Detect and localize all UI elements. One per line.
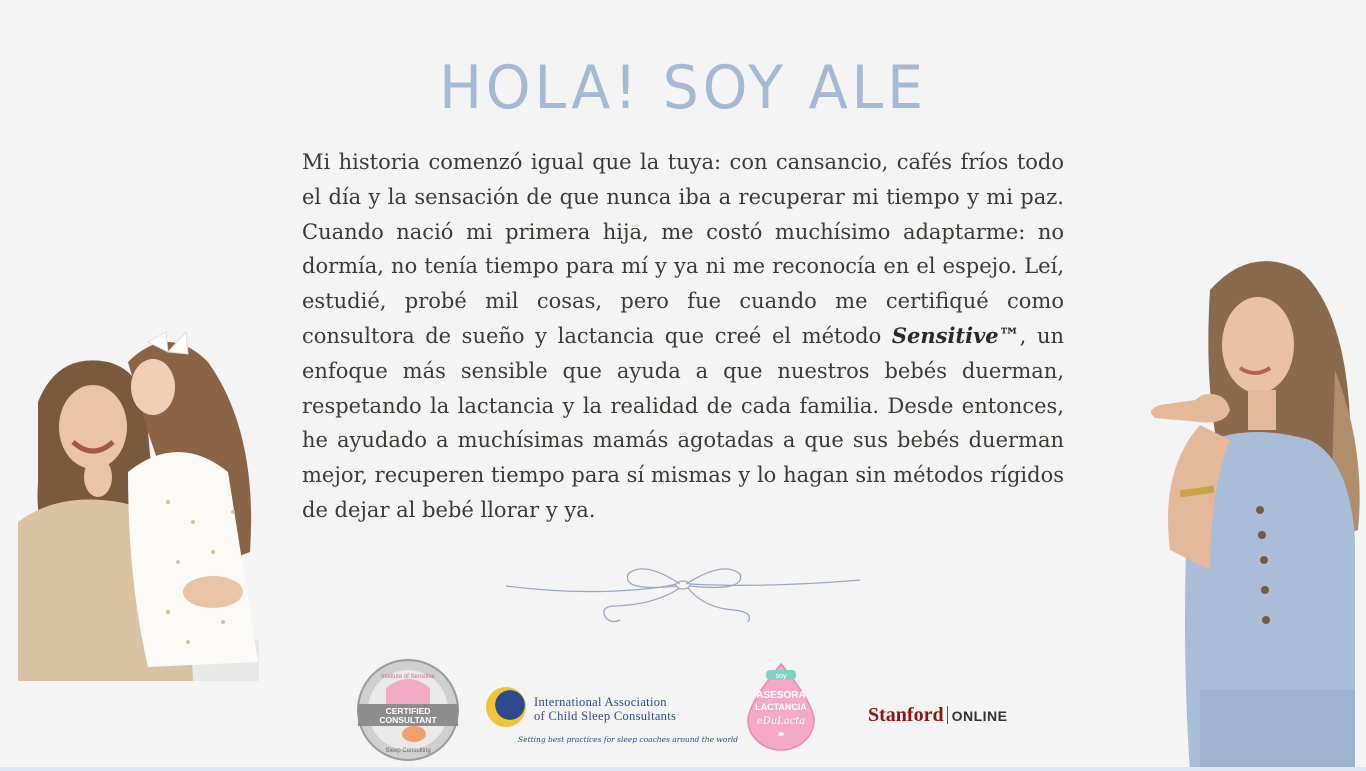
stanford-online-logo (868, 704, 1018, 734)
stanford-name: Stanford (868, 704, 944, 726)
page-title: HOLA! SOY ALE (439, 53, 927, 123)
asesora-line1: ASESORA (756, 690, 806, 701)
badge-top-text: Institute of Sensitive (381, 674, 435, 680)
iacsc-line2: of Child Sleep Consultants (534, 709, 677, 723)
ale-pointing-photo (1140, 250, 1366, 771)
badge-main-line1: CERTIFIED (385, 706, 431, 716)
iacsc-line1: International Association (534, 695, 667, 709)
ribbon-bow-decoration (504, 560, 862, 630)
story-text-before: Mi historia comenzó igual que la tuya: con cansancio, cafés fríos todo el día y la sensación de que nunca iba a recuperar mi tiempo y mi paz. Cuando nació mi primera hija, me costó muchísimo adaptarme: no dormía, no tenía tiempo para mí y ya ni me reconocía en el espejo. Leí, estudié, probé mil cosas, pero fue cuando me certifiqué como consultora de sueño y lactancia que creé el método (302, 150, 1064, 348)
bottom-bar (0, 767, 1366, 771)
asesora-line3: eDuLacta (756, 716, 806, 727)
method-name: Sensitive™ (891, 322, 1020, 348)
iacsc-emblem-icon (486, 687, 526, 727)
asesora-line2: LACTANCIA (755, 702, 807, 712)
badge-main-line2: CONSULTANT (379, 715, 437, 725)
certified-consultant-badge (356, 658, 460, 762)
asesora-soy: soy (775, 673, 787, 680)
asesora-lactancia-logo (742, 660, 820, 752)
stanford-suffix: ONLINE (951, 708, 1008, 724)
story-text-after: , un enfoque más sensible que ayuda a que nuestros bebés duerman, respetando la lactancia y la realidad de cada familia. Desde entonces, he ayudado a muchísimas mamás agotadas a que sus bebés duerman mejor, recuperen tiempo para sí mismas y lo hagan sin métodos rígidos de dejar al bebé llorar y ya. (302, 323, 1064, 522)
mother-daughter-photo (18, 322, 259, 681)
stanford-separator (947, 706, 948, 724)
badge-bottom-text: Sleep Consulting (385, 748, 431, 754)
iacsc-tagline: Setting best practices for sleep coaches around the world (518, 735, 739, 744)
iacsc-logo (486, 685, 739, 751)
story-paragraph (302, 145, 1064, 528)
